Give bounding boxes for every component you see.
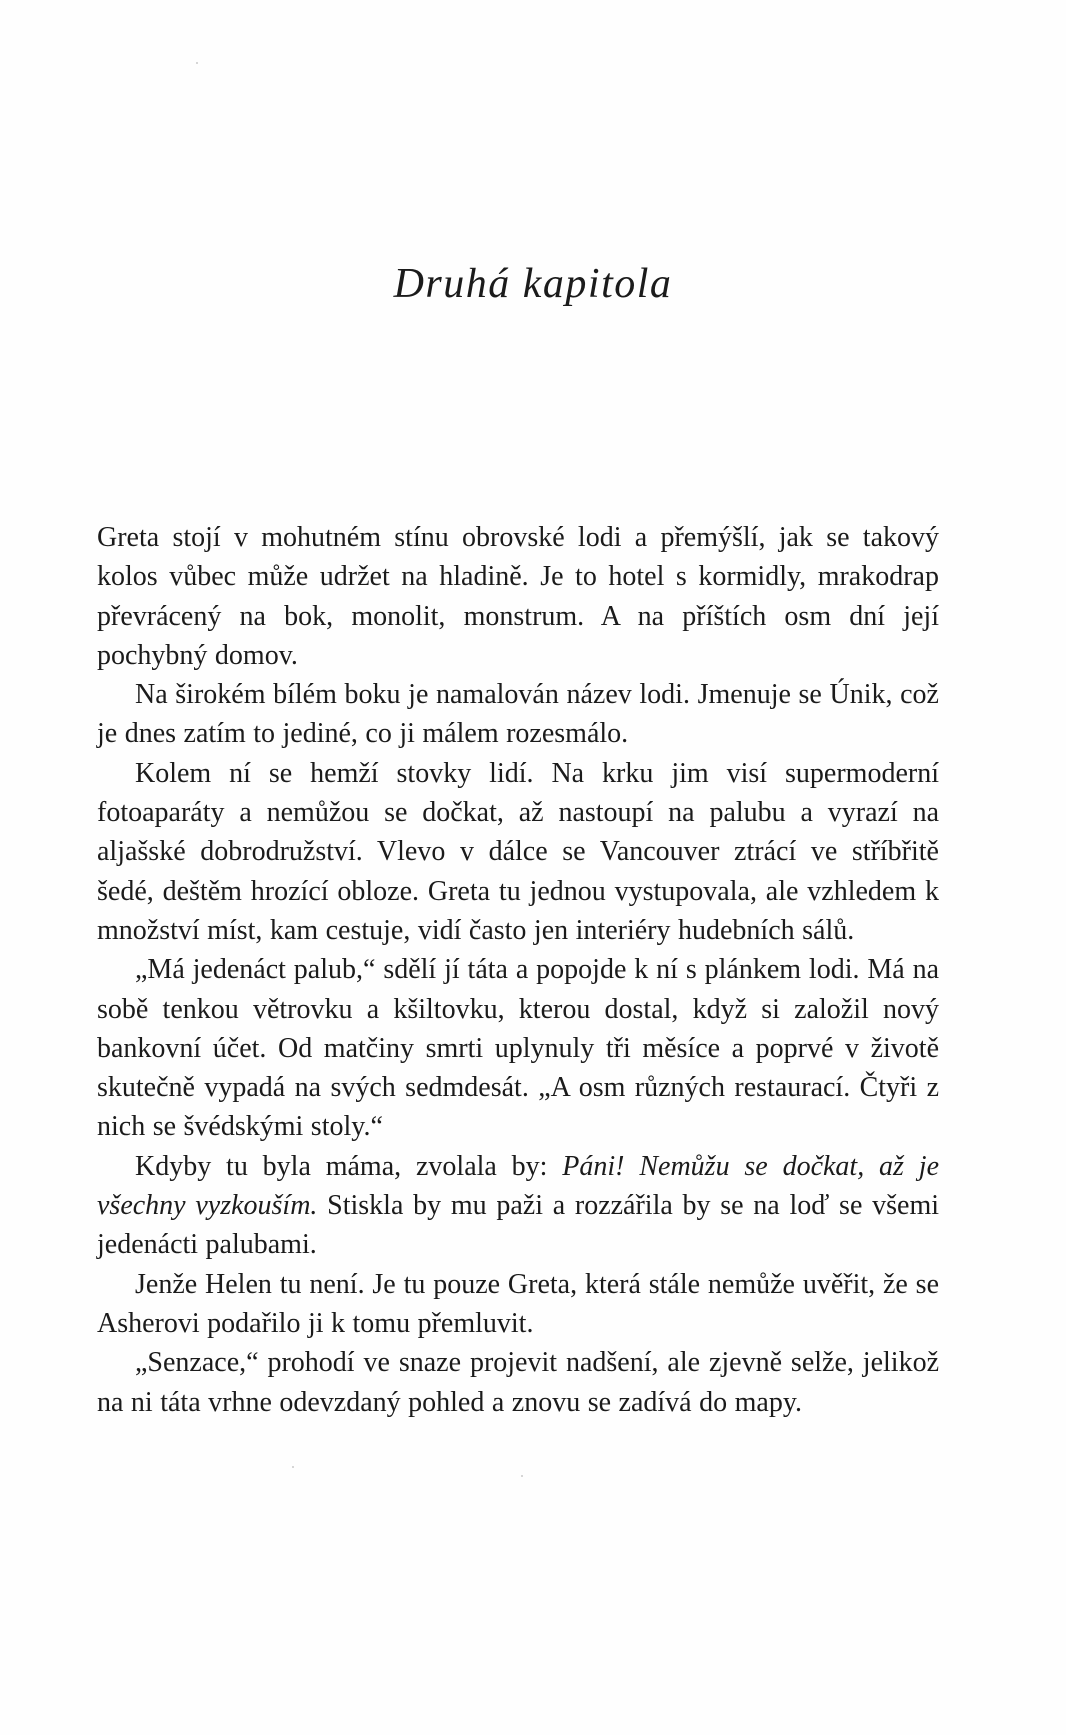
text-run: „Senzace,“ prohodí ve snaze projevit nadšení, ale zjevně selže, jelikož na ni táta vrhne odevzdaný pohled a znovu se zadívá do mapy. (97, 1347, 939, 1418)
paper-speck (292, 1466, 294, 1468)
italic-text-run: Páni! Nemůžu se dočkat, až je všechny vyzkouším. (97, 1150, 939, 1222)
text-run: Greta stojí v mohutném stínu obrovské lodi a přemýšlí, jak se takový kolos vůbec může udržet na hladině. Je to hotel s kormidly, mrakodrap převrácený na bok, monolit, monstrum. A na příštích osm dní její pochybný domov. (97, 522, 939, 671)
paper-speck (521, 1475, 523, 1477)
text-run: Kdyby tu byla máma, zvolala by: (135, 1150, 563, 1182)
paragraph (97, 1265, 939, 1344)
text-run: Stiskla by mu paži a rozzářila by se na loď se všemi jedenácti palubami. (97, 1190, 939, 1261)
chapter-title: Druhá kapitola (393, 261, 673, 307)
paragraph (97, 675, 939, 754)
paragraph (97, 1343, 939, 1422)
text-run: Kolem ní se hemží stovky lidí. Na krku jim visí supermoderní fotoaparáty a nemůžou se dočkat, až nastoupí na palubu a vyrazí na aljašské dobrodružství. Vlevo v dálce se Vancouver ztrácí ve stříbřitě šedé, deštěm hrozící obloze. Greta tu jednou vystupovala, ale vzhledem k množství míst, kam cestuje, vidí často jen interiéry hudebních sálů. (97, 757, 939, 946)
paper-speck (196, 62, 198, 64)
paragraph (97, 518, 939, 675)
text-run: Jenže Helen tu není. Je tu pouze Greta, která stále nemůže uvěřit, že se Asherovi podařilo ji k tomu přemluvit. (97, 1268, 939, 1339)
text-run: „Má jedenáct palub,“ sdělí jí táta a popojde k ní s plánkem lodi. Má na sobě tenkou větrovku a kšiltovku, kterou dostal, když si založil nový bankovní účet. Od matčiny smrti uplynuly tři měsíce a poprvé v životě skutečně vypadá na svých sedmdesát. „A osm různých restaurací. Čtyři z nich se švédskými stoly.“ (97, 954, 939, 1143)
chapter-body-text (97, 518, 939, 1422)
paragraph (97, 1147, 939, 1265)
text-run: Na širokém bílém boku je namalován název lodi. Jmenuje se Únik, což je dnes zatím to jediné, co ji málem rozesmálo. (97, 679, 939, 750)
paragraph (97, 754, 939, 950)
paragraph (97, 950, 939, 1146)
